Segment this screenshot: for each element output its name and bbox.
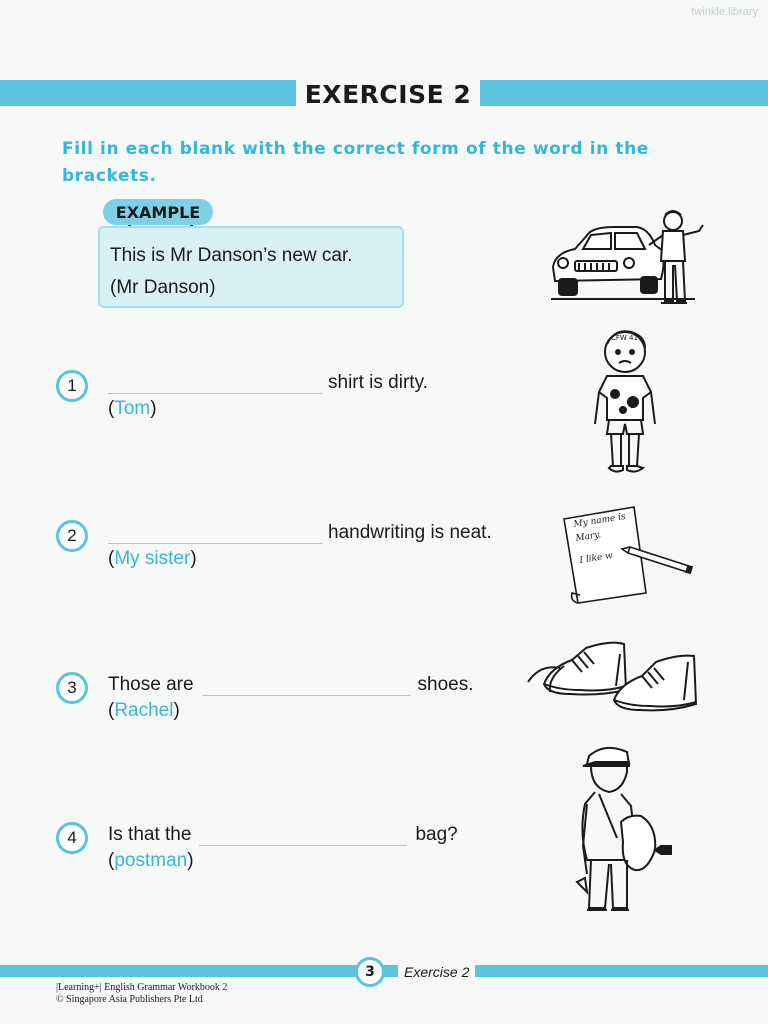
question-2-line: [108, 522, 492, 544]
note-line-2: Mary.: [574, 530, 602, 544]
question-3-word: Rachel: [114, 700, 174, 721]
note-pencil-illustration: [560, 505, 702, 611]
shoes-illustration: [520, 634, 702, 716]
question-2-word: My sister: [114, 548, 191, 569]
question-4-word-line: (postman): [108, 850, 194, 871]
dirty-shirt-boy-illustration: [585, 328, 665, 486]
question-1-word: Tom: [114, 398, 151, 419]
watermark: twinkle.library: [691, 6, 758, 18]
example-sentence: This is Mr Danson’s new car.: [110, 245, 353, 266]
credits: [56, 982, 227, 1006]
question-1-after: shirt is dirty.: [328, 372, 428, 393]
title-container: [296, 76, 480, 112]
question-2-after: handwriting is neat.: [328, 522, 492, 543]
car-man-illustration: [545, 205, 710, 310]
question-4-before: Is that the: [108, 824, 192, 845]
question-3-line: [108, 674, 474, 696]
page-title: EXERCISE 2: [304, 79, 472, 109]
example-box: [98, 226, 404, 308]
question-3-word-line: (Rachel): [108, 700, 180, 721]
question-3-before: Those are: [108, 674, 194, 695]
question-1-word-line: (Tom): [108, 398, 157, 419]
note-line-3: I like w: [578, 550, 614, 566]
question-1-line: [108, 372, 428, 394]
example-word: (Mr Danson): [110, 277, 216, 298]
cap-label: CFW 41: [611, 334, 638, 342]
question-number-3: 3: [56, 672, 88, 704]
instruction-text: Fill in each blank with the correct form of the word in the brackets.: [62, 139, 649, 186]
page-number: 3: [355, 957, 385, 987]
question-number-4: 4: [56, 822, 88, 854]
question-4-after: bag?: [415, 824, 458, 845]
answer-blank-2[interactable]: [108, 524, 322, 544]
answer-blank-1[interactable]: [108, 374, 322, 394]
credits-book: |Learning+| English Grammar Workbook 2: [56, 982, 228, 993]
question-4-word: postman: [114, 850, 188, 871]
question-number-2: 2: [56, 520, 88, 552]
question-number-1: 1: [56, 370, 88, 402]
postman-illustration: [565, 742, 693, 922]
example-tag: EXAMPLE: [103, 199, 213, 225]
answer-blank-4[interactable]: [199, 826, 407, 846]
answer-blank-3[interactable]: [202, 676, 410, 696]
note-line-1: My name is: [572, 511, 627, 530]
footer-exercise-label: Exercise 2: [398, 964, 475, 980]
question-3-after: shoes.: [417, 674, 474, 695]
question-4-line: [108, 824, 458, 846]
credits-publisher: © Singapore Asia Publishers Pte Ltd: [56, 994, 203, 1005]
question-2-word-line: (My sister): [108, 548, 197, 569]
